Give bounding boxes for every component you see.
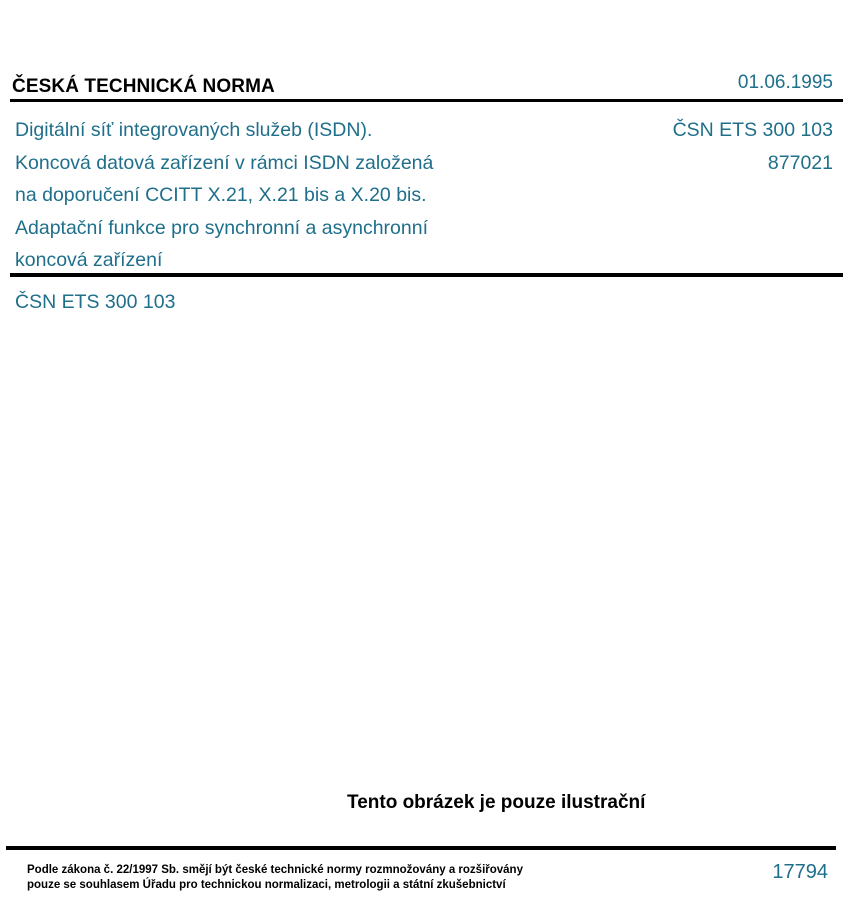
standard-code: ČSN ETS 300 103 xyxy=(672,119,833,141)
legal-notice xyxy=(27,863,523,893)
class-code: 877021 xyxy=(767,151,833,174)
standard-label: ČSN ETS 300 103 xyxy=(15,291,176,313)
document-title xyxy=(15,114,433,277)
top-divider xyxy=(10,99,843,102)
middle-divider xyxy=(10,273,843,277)
illustration-notice: Tento obrázek je pouze ilustrační xyxy=(347,792,646,813)
legal-line: pouze se souhlasem Úřadu pro technickou normalizaci, metrologii a státní zkušebnictví xyxy=(27,879,506,891)
title-line: Koncová datová zařízení v rámci ISDN založená xyxy=(15,151,434,174)
legal-line: Podle zákona č. 22/1997 Sb. smějí být české technické normy rozmnožovány a rozšiřovány xyxy=(27,864,523,876)
document-codes xyxy=(673,114,833,179)
catalog-number: 17794 xyxy=(772,861,828,883)
title-line: na doporučení CCITT X.21, X.21 bis a X.20 bis. xyxy=(15,184,427,206)
publication-date: 01.06.1995 xyxy=(737,72,833,93)
title-line: Adaptační funkce pro synchronní a asynchronní xyxy=(15,216,429,239)
bottom-divider xyxy=(6,846,836,850)
norm-type-heading: ČESKÁ TECHNICKÁ NORMA xyxy=(12,76,275,97)
title-line: Digitální síť integrovaných služeb (ISDN). xyxy=(15,119,373,141)
title-line: koncová zařízení xyxy=(15,249,163,271)
